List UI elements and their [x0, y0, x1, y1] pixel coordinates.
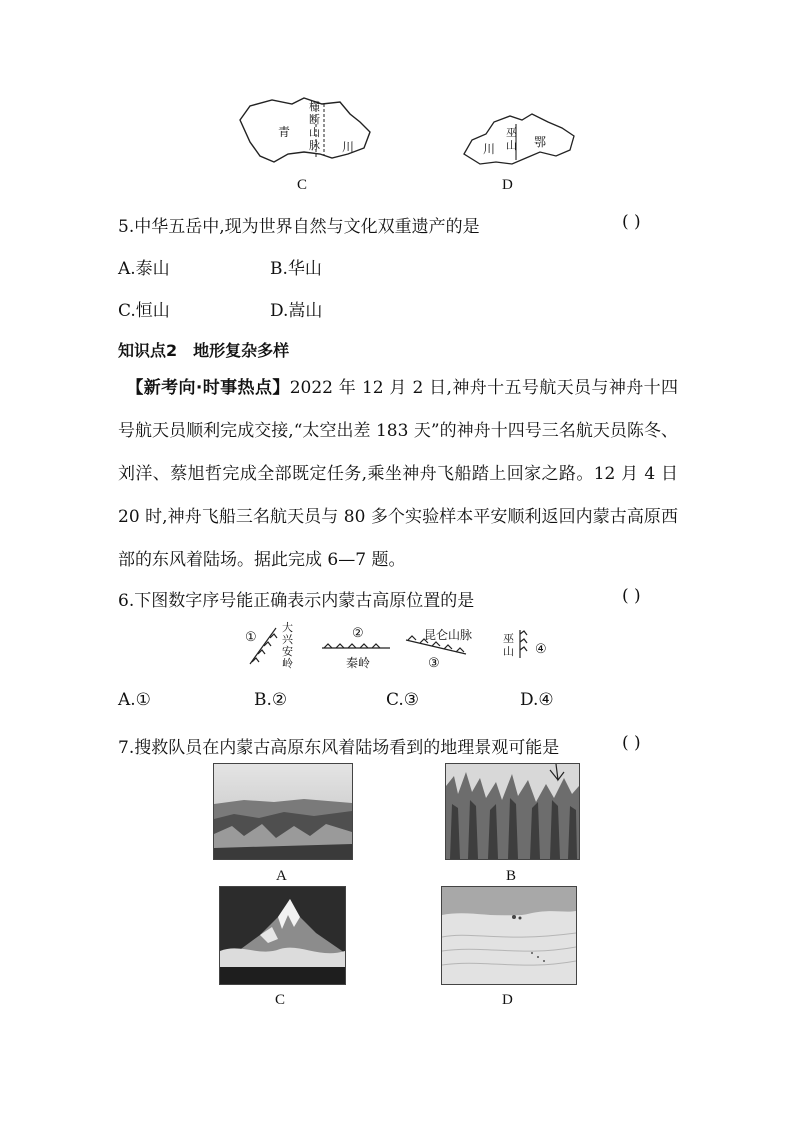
- q6-num-4: ④: [535, 642, 547, 657]
- map-d-chuan-label: 川: [483, 142, 496, 156]
- section-heading: 知识点2 地形复杂多样: [118, 341, 290, 360]
- stone-forest-photo[interactable]: [445, 763, 580, 860]
- question-5-option-b[interactable]: B.华山: [270, 259, 322, 279]
- photo-a-caption: A: [276, 868, 287, 884]
- photo-c-caption: C: [275, 992, 286, 1008]
- question-6-option-b[interactable]: B.②: [254, 690, 288, 710]
- map-c-chuan-label: 川: [342, 140, 355, 154]
- question-5-option-c[interactable]: C.恒山: [118, 301, 170, 321]
- snow-mountain-photo[interactable]: [219, 886, 346, 985]
- q6-label-daxinganling: 大兴安岭: [282, 621, 293, 670]
- map-c-caption: C: [297, 177, 308, 193]
- question-5-stem: 5.中华五岳中,现为世界自然与文化双重遗产的是: [118, 217, 480, 237]
- map-d-outline: [460, 112, 580, 172]
- canyon-landscape-photo[interactable]: [213, 763, 353, 860]
- question-6-option-a[interactable]: A.①: [118, 690, 151, 710]
- map-d-wushan-label: 巫山: [506, 126, 517, 152]
- map-c-outline: [232, 92, 382, 172]
- question-7-stem: 7.搜救队员在内蒙古高原东风着陆场看到的地理景观可能是: [118, 738, 560, 758]
- question-5-option-a[interactable]: A.泰山: [118, 259, 170, 279]
- question-5-option-d[interactable]: D.嵩山: [270, 301, 323, 321]
- map-c: [232, 92, 382, 172]
- question-6-option-d[interactable]: D.④: [520, 690, 554, 710]
- question-6-stem: 6.下图数字序号能正确表示内蒙古高原位置的是: [118, 591, 475, 611]
- map-c-hengduan-label: 横断山脉: [309, 100, 320, 152]
- map-d: [460, 112, 580, 172]
- question-6-answer-paren[interactable]: ( ): [622, 586, 641, 606]
- map-d-caption: D: [502, 177, 513, 193]
- q6-label-kunlun: 昆仑山脉: [424, 628, 473, 642]
- passage: [118, 367, 678, 582]
- photo-d-caption: D: [502, 992, 513, 1008]
- q6-label-wushan: 巫山: [503, 632, 514, 658]
- question-5-answer-paren[interactable]: ( ): [622, 212, 641, 232]
- map-d-e-label: 鄂: [534, 135, 547, 149]
- q6-num-3: ③: [428, 656, 440, 671]
- question-7-answer-paren[interactable]: ( ): [622, 733, 641, 753]
- q6-num-2: ②: [352, 626, 364, 641]
- map-c-qing: 青: [278, 125, 291, 139]
- photo-b-caption: B: [506, 868, 517, 884]
- question-6-option-c[interactable]: C.③: [386, 690, 420, 710]
- q6-num-1: ①: [245, 630, 257, 645]
- passage-tag: 【新考向·时事热点】: [126, 378, 290, 398]
- desert-dunes-photo[interactable]: [441, 886, 577, 985]
- passage-text: 2022 年 12 月 2 日,神舟十五号航天员与神舟十四号航天员顺利完成交接,“太空出差 183 天”的神舟十四号三名航天员陈冬、刘洋、蔡旭哲完成全部既定任务,乘坐神舟飞船踏上回家之路。12 月 4 日 20 时,神舟飞船三名航天员与 80 多个实验样本平安顺利返回内蒙古高原西部的东风着陆场。据此完成 6—7 题。: [118, 378, 678, 570]
- q6-label-qinling: 秦岭: [346, 656, 371, 670]
